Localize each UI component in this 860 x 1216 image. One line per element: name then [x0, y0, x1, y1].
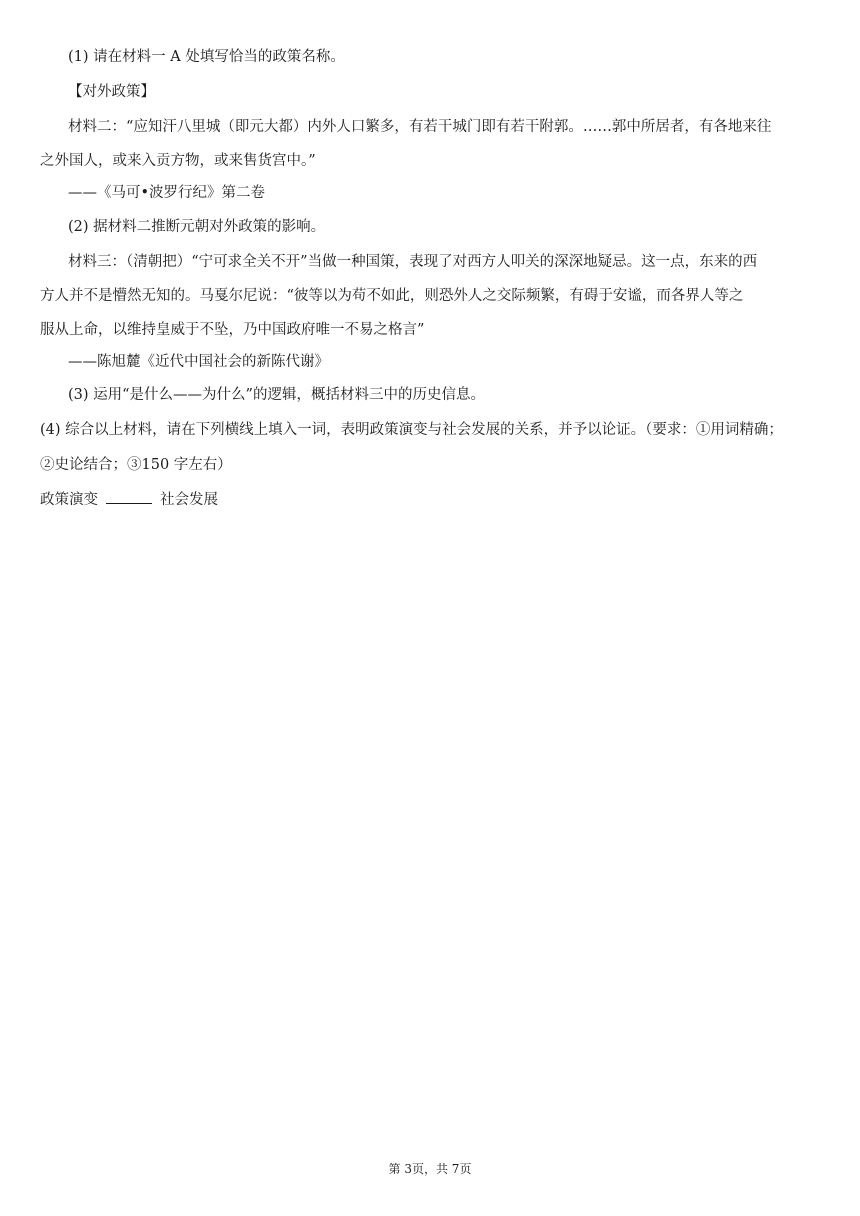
question-3: (3) 运用“是什么——为什么”的逻辑，概括材料三中的历史信息。 [68, 387, 485, 403]
question-1: (1) 请在材料一 A 处填写恰当的政策名称。 [68, 49, 345, 65]
fill-in-row [40, 489, 218, 510]
material-3-line-2: 方人并不是懵然无知的。马戛尔尼说：“彼等以为苟不如此，则恐外人之交际频繁，有碍于安谧，而各界人等之 [40, 288, 744, 304]
material-3-line-1: 材料三：（清朝把）“宁可求全关不开”当做一种国策，表现了对西方人叩关的深深地疑忌。这一点，东来的西 [68, 254, 758, 270]
material-2-line-2: 之外国人，或来入贡方物，或来售货宫中。” [40, 153, 316, 169]
question-4-line-1: (4) 综合以上材料，请在下列横线上填入一词，表明政策演变与社会发展的关系，并予以论证。（要求：①用词精确； [40, 422, 783, 438]
page-footer: 第 3页，共 7页 [388, 1162, 472, 1176]
fill-left-label: 政策演变 [40, 492, 98, 508]
question-4-line-2: ②史论结合；③150 字左右） [40, 457, 232, 473]
question-2: (2) 据材料二推断元朝对外政策的影响。 [68, 219, 326, 235]
answer-blank[interactable] [106, 489, 152, 504]
section-heading: 【对外政策】 [68, 84, 155, 100]
material-3-line-3: 服从上命，以维持皇威于不坠，乃中国政府唯一不易之格言” [40, 322, 425, 338]
material-2-line-1: 材料二：“应知汗八里城（即元大都）内外人口繁多，有若干城门即有若干附郭。……郭中所居者，有各地来往 [68, 119, 772, 135]
material-2-source: ——《马可•波罗行纪》第二卷 [68, 185, 266, 201]
material-3-source: ——陈旭麓《近代中国社会的新陈代谢》 [68, 354, 329, 370]
fill-right-label: 社会发展 [160, 492, 218, 508]
